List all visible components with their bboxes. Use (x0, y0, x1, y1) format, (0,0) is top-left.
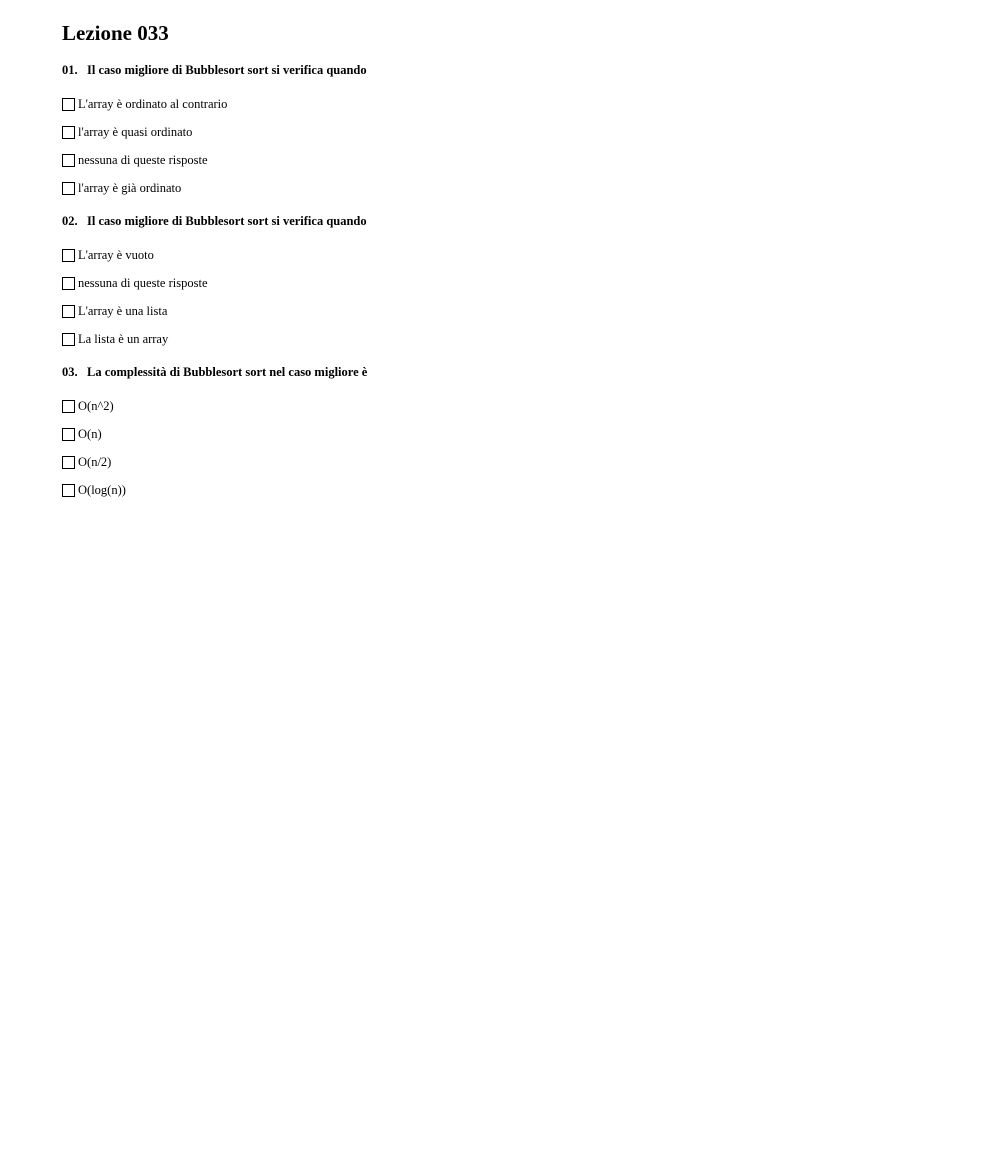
question-block (62, 364, 368, 497)
answer-checkbox[interactable] (62, 400, 75, 413)
answer-option[interactable] (62, 302, 167, 320)
answer-label: O(n/2) (78, 455, 112, 469)
question-number: 02. (62, 214, 78, 228)
question-number: 01. (62, 63, 78, 77)
answer-checkbox[interactable] (62, 456, 75, 469)
question-heading (62, 213, 367, 229)
question-number: 03. (62, 365, 78, 379)
answer-label: l'array è già ordinato (78, 181, 182, 195)
quiz-page (62, 20, 942, 497)
answer-option[interactable] (62, 330, 168, 348)
answer-checkbox[interactable] (62, 428, 75, 441)
answer-checkbox[interactable] (62, 249, 75, 262)
question-block (62, 62, 367, 195)
answer-label: nessuna di queste risposte (78, 276, 208, 290)
answer-checkbox[interactable] (62, 154, 75, 167)
answer-option[interactable] (62, 425, 102, 443)
answer-checkbox[interactable] (62, 98, 75, 111)
answer-option[interactable] (62, 397, 114, 415)
answer-option[interactable] (62, 123, 192, 141)
answer-label: L'array è una lista (78, 304, 168, 318)
question-block (62, 213, 367, 346)
answer-label: O(n) (78, 427, 102, 441)
question-text: Il caso migliore di Bubblesort sort si verifica quando (87, 214, 367, 228)
answer-checkbox[interactable] (62, 277, 75, 290)
question-text: Il caso migliore di Bubblesort sort si verifica quando (87, 63, 367, 77)
answer-label: L'array è ordinato al contrario (78, 97, 228, 111)
answer-checkbox[interactable] (62, 182, 75, 195)
answer-label: La lista è un array (78, 332, 169, 346)
answer-label: L'array è vuoto (78, 248, 154, 262)
question-heading (62, 62, 367, 78)
answer-checkbox[interactable] (62, 333, 75, 346)
answer-option[interactable] (62, 481, 126, 499)
answer-option[interactable] (62, 274, 208, 292)
answer-checkbox[interactable] (62, 484, 75, 497)
answer-label: O(log(n)) (78, 483, 126, 497)
page-title: Lezione 033 (62, 21, 169, 45)
answer-option[interactable] (62, 95, 227, 113)
question-heading (62, 364, 367, 380)
question-text: La complessità di Bubblesort sort nel caso migliore è (87, 365, 368, 379)
answer-option[interactable] (62, 246, 154, 264)
answer-option[interactable] (62, 453, 111, 471)
answer-option[interactable] (62, 151, 208, 169)
answer-label: nessuna di queste risposte (78, 153, 208, 167)
answer-label: l'array è quasi ordinato (78, 125, 193, 139)
answer-checkbox[interactable] (62, 126, 75, 139)
answer-option[interactable] (62, 179, 181, 197)
answer-checkbox[interactable] (62, 305, 75, 318)
answer-label: O(n^2) (78, 399, 114, 413)
